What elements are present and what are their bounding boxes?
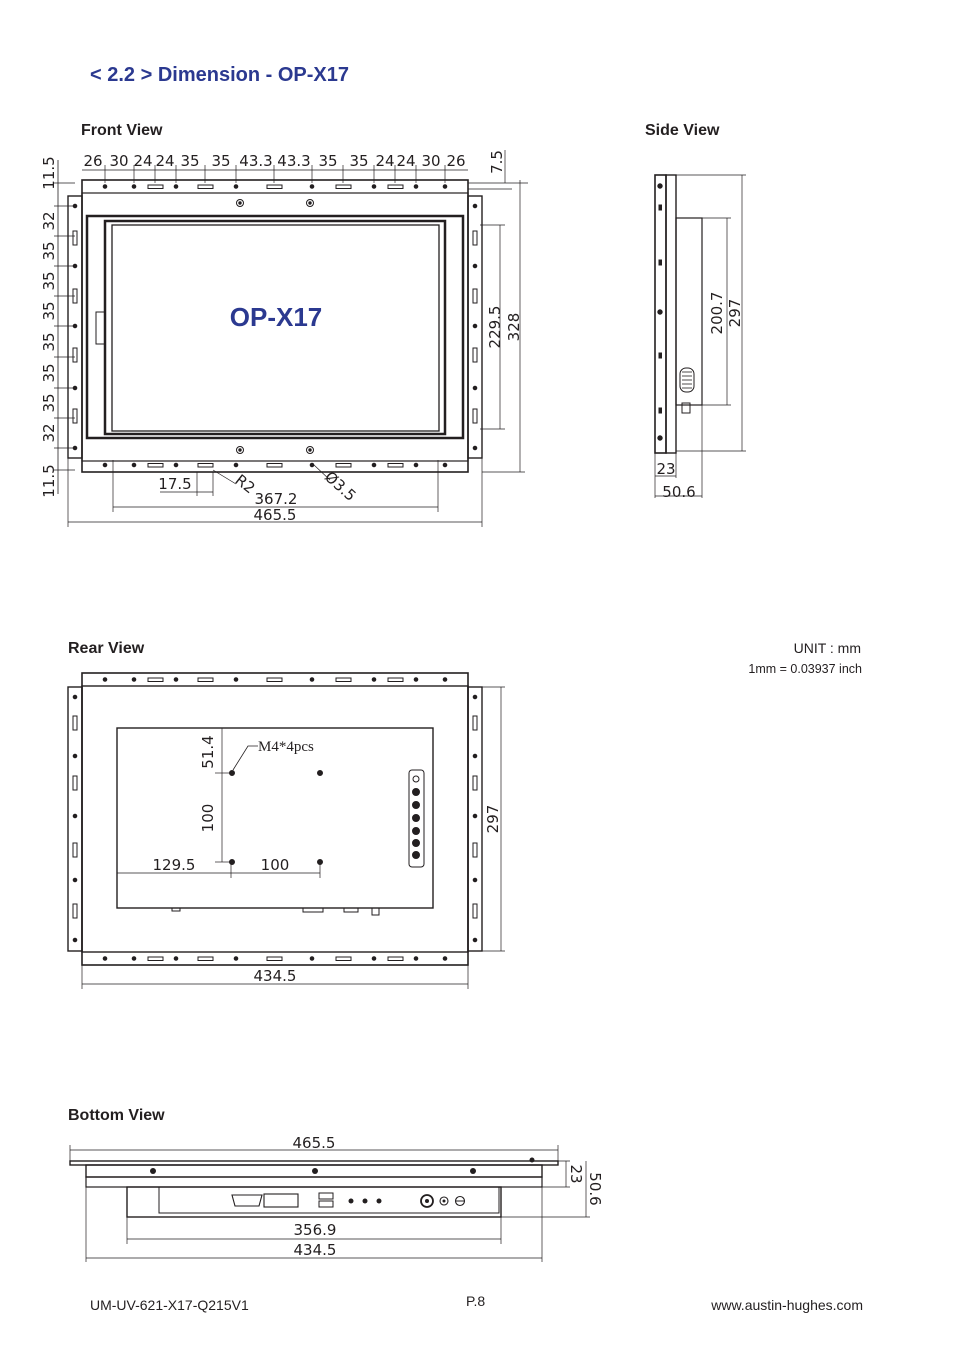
dim-label: 35 bbox=[40, 271, 58, 291]
dim-label: 43.3 bbox=[277, 152, 311, 170]
dim-label: 129.5 bbox=[152, 856, 196, 874]
dim-label: 356.9 bbox=[293, 1221, 337, 1239]
dim-label: 7.5 bbox=[488, 150, 506, 174]
dim-label: 297 bbox=[726, 298, 744, 328]
dim-label: 367.2 bbox=[254, 490, 298, 508]
dim-label: 465.5 bbox=[292, 1134, 336, 1152]
dim-label: 35 bbox=[40, 241, 58, 261]
dim-label: R2 bbox=[231, 470, 259, 498]
dim-label: 30 bbox=[109, 152, 129, 170]
dim-label: 100 bbox=[199, 803, 217, 833]
dim-label: 50.6 bbox=[586, 1172, 604, 1206]
unit-label: UNIT : mm bbox=[793, 640, 861, 656]
dim-label: 35 bbox=[40, 363, 58, 383]
dim-label: 11.5 bbox=[40, 464, 58, 498]
dim-label: 35 bbox=[40, 393, 58, 413]
front-view-label: Front View bbox=[81, 122, 163, 139]
dim-label: 30 bbox=[421, 152, 441, 170]
dim-label: 51.4 bbox=[199, 735, 217, 769]
dim-label: 24 bbox=[155, 152, 175, 170]
dim-label: 50.6 bbox=[662, 483, 696, 501]
unit-conversion: 1mm = 0.03937 inch bbox=[748, 662, 862, 676]
page-title: < 2.2 > Dimension - OP-X17 bbox=[90, 64, 349, 86]
dim-label: 100 bbox=[260, 856, 290, 874]
dim-label: 24 bbox=[375, 152, 395, 170]
dim-label: 465.5 bbox=[253, 506, 297, 524]
dim-label: 23 bbox=[656, 460, 676, 478]
dim-label: 229.5 bbox=[486, 305, 504, 349]
dim-label: 328 bbox=[505, 312, 523, 342]
dim-label: 26 bbox=[446, 152, 466, 170]
dim-label: 24 bbox=[396, 152, 416, 170]
dim-label: 35 bbox=[318, 152, 338, 170]
dim-label: 23 bbox=[567, 1164, 585, 1184]
screw-label: M4*4pcs bbox=[258, 739, 314, 755]
dim-label: 32 bbox=[40, 211, 58, 231]
page-number: P.8 bbox=[466, 1293, 486, 1309]
dim-label: 35 bbox=[40, 301, 58, 321]
dim-label: 35 bbox=[349, 152, 369, 170]
dim-label: 35 bbox=[211, 152, 231, 170]
dim-label: 434.5 bbox=[253, 967, 297, 985]
dim-label: Ø3.5 bbox=[321, 467, 360, 505]
dim-label: 26 bbox=[83, 152, 103, 170]
dim-label: 35 bbox=[40, 332, 58, 352]
dim-label: 297 bbox=[484, 804, 502, 834]
dim-label: 35 bbox=[180, 152, 200, 170]
dim-label: 434.5 bbox=[293, 1241, 337, 1259]
dim-label: 11.5 bbox=[40, 156, 58, 190]
dim-label: 32 bbox=[40, 423, 58, 443]
bottom-view-label: Bottom View bbox=[68, 1107, 165, 1124]
rear-view-label: Rear View bbox=[68, 640, 145, 657]
dim-label: 200.7 bbox=[708, 291, 726, 335]
doc-id: UM-UV-621-X17-Q215V1 bbox=[90, 1297, 249, 1313]
website: www.austin-hughes.com bbox=[711, 1297, 863, 1313]
dim-label: 43.3 bbox=[239, 152, 273, 170]
dim-label: 24 bbox=[133, 152, 153, 170]
side-view-label: Side View bbox=[645, 122, 720, 139]
model-label: OP-X17 bbox=[229, 302, 323, 332]
dim-label: 17.5 bbox=[158, 475, 192, 493]
